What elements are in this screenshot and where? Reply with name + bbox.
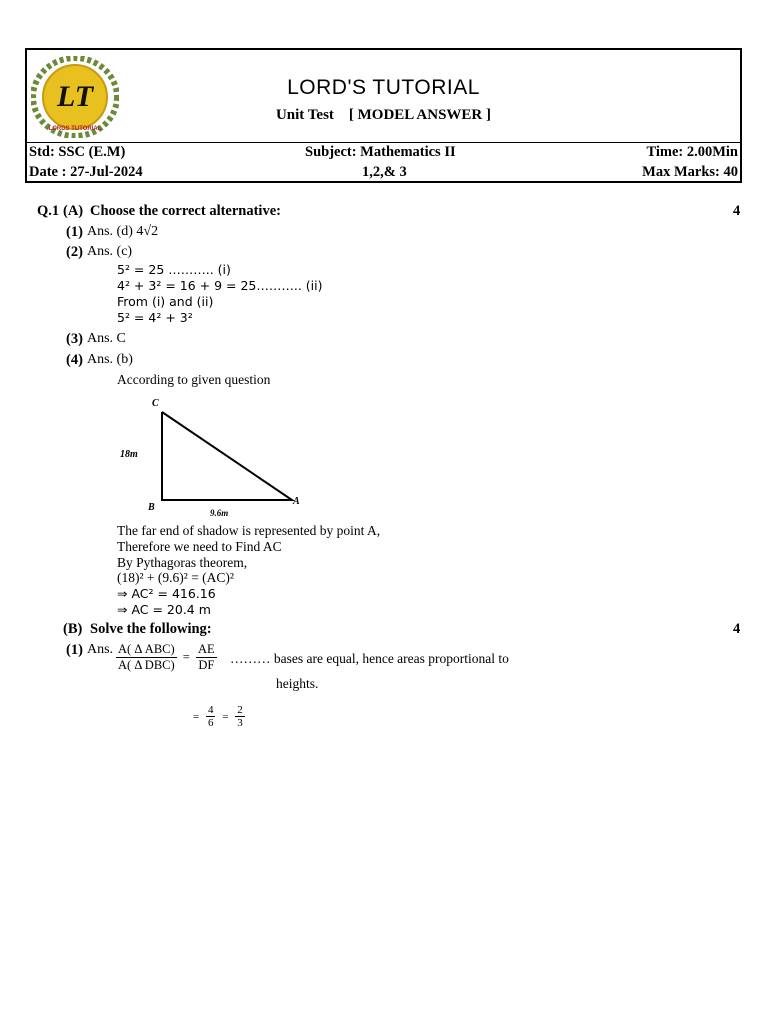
- part-b-title: Solve the following:: [90, 621, 212, 637]
- area-ratio-fraction: [116, 642, 177, 673]
- base-label: 9.6m: [210, 508, 229, 518]
- answer-3-text: Ans. C: [87, 331, 126, 346]
- simplified-ratio: [193, 704, 245, 729]
- height-ratio-denominator: DF: [198, 658, 215, 672]
- subject-label: Subject: Mathematics II: [305, 144, 456, 160]
- date-label: Date : 27-Jul-2024: [29, 164, 143, 180]
- fraction-2-3: [235, 704, 245, 729]
- answer-4-intro: According to given question: [117, 372, 271, 387]
- area-ratio-equation: [116, 642, 217, 673]
- answer-2-number: (2): [66, 244, 83, 260]
- triangle-figure: [112, 392, 312, 520]
- answer-2-line-3: From (i) and (ii): [117, 294, 214, 309]
- answer-4-number: (4): [66, 352, 83, 368]
- part-a-title: Choose the correct alternative:: [90, 203, 281, 219]
- area-ratio-numerator: A( Δ ABC): [118, 642, 175, 656]
- answer-1-number: (1): [66, 224, 83, 240]
- part-b-label: (B): [63, 621, 83, 637]
- answer-2-line-1: 5² = 25 ……….. (i): [117, 262, 231, 277]
- vertex-a-label: A: [293, 496, 300, 507]
- fraction-4-6: [206, 704, 216, 729]
- test-title: Unit Test [ MODEL ANSWER ]: [275, 107, 492, 123]
- part-a-label: (A): [63, 203, 84, 219]
- institute-name: LORD'S TUTORIAL: [287, 76, 480, 99]
- answer-4-line-4: (18)² + (9.6)² = (AC)²: [117, 570, 234, 585]
- logo-ribbon: LORDS TUTORIAL: [48, 126, 102, 132]
- chapters-label: 1,2,& 3: [362, 164, 407, 180]
- header-divider: [27, 142, 740, 143]
- answer-2-text: Ans. (c): [87, 244, 133, 259]
- answer-2-line-4: 5² = 4² + 3²: [117, 310, 193, 325]
- equals-sign-2: =: [193, 710, 200, 723]
- answer-4-text: Ans. (b): [87, 352, 133, 367]
- answer-4-line-6: ⇒ AC = 20.4 m: [117, 602, 211, 617]
- fraction-2-3-denominator: 3: [237, 717, 243, 729]
- area-ratio-denominator: A( Δ DBC): [118, 658, 175, 672]
- part-a-marks: 4: [733, 203, 741, 219]
- answer-3-number: (3): [66, 331, 83, 347]
- answer-b1-note: ……… bases are equal, hence areas proportional to: [230, 651, 509, 666]
- question-number: Q.1: [37, 203, 60, 219]
- answer-1-text: Ans. (d) 4√2: [87, 224, 159, 239]
- std-label: Std: SSC (E.M): [29, 144, 126, 160]
- equals-sign-3: =: [222, 710, 229, 723]
- answer-4-line-5: ⇒ AC² = 416.16: [117, 586, 216, 601]
- fraction-4-6-numerator: 4: [207, 704, 214, 716]
- equals-sign: =: [182, 650, 190, 664]
- time-label: Time: 2.00Min: [646, 144, 738, 160]
- header-box: [25, 48, 742, 183]
- answer-b1-number: (1): [66, 642, 83, 658]
- height-label: 18m: [120, 449, 138, 460]
- max-marks-label: Max Marks: 40: [642, 164, 738, 180]
- answer-4-line-1: The far end of shadow is represented by point A,: [117, 523, 381, 538]
- height-ratio-numerator: AE: [197, 642, 215, 656]
- logo-monogram: LT: [56, 80, 94, 113]
- answer-4-line-2: Therefore we need to Find AC: [117, 539, 282, 554]
- answer-b1-ans-label: Ans.: [87, 642, 114, 657]
- part-b-marks: 4: [733, 621, 741, 637]
- fraction-2-3-numerator: 2: [237, 704, 243, 716]
- answer-2-line-2: 4² + 3² = 16 + 9 = 25……….. (ii): [117, 278, 323, 293]
- answer-4-line-3: By Pythagoras theorem,: [117, 555, 248, 570]
- vertex-b-label: B: [148, 502, 155, 513]
- answer-b1-note-2: heights.: [276, 676, 319, 691]
- vertex-c-label: C: [152, 398, 159, 409]
- fraction-4-6-denominator: 6: [207, 717, 214, 729]
- height-ratio-fraction: [196, 642, 217, 673]
